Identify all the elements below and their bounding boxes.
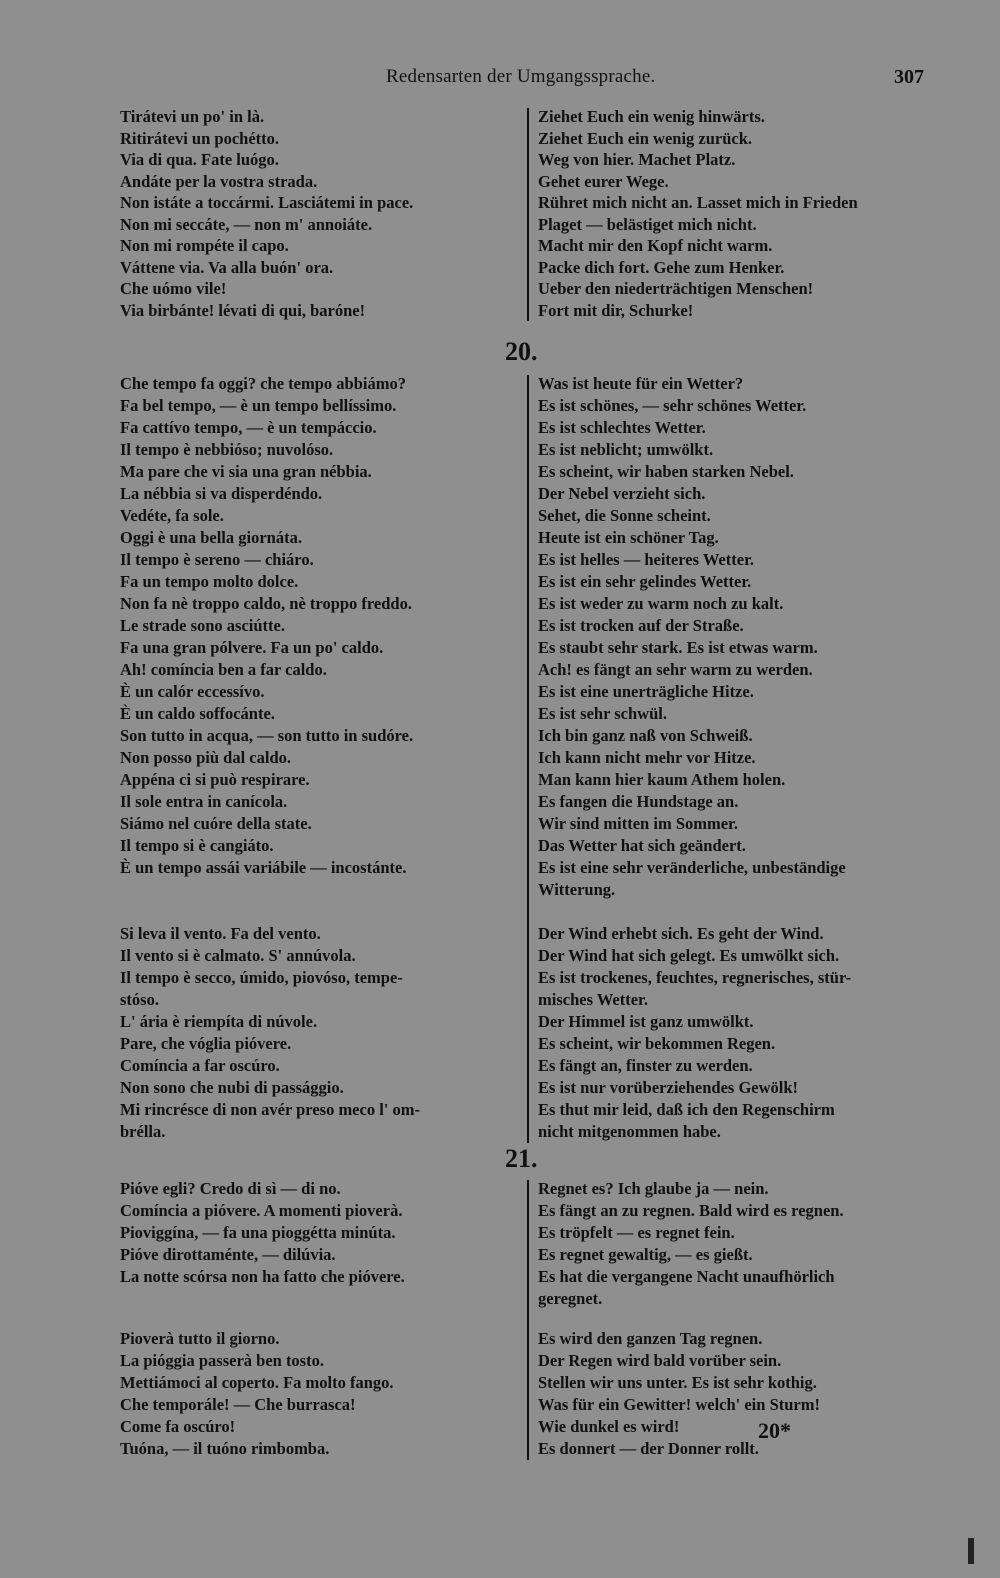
german-phrase: Der Wind erhebt sich. Es geht der Wind.: [538, 924, 824, 943]
italian-phrase: Non sono che nubi di passággio.: [120, 1078, 344, 1097]
german-phrase: Stellen wir uns unter. Es ist sehr kothig.: [538, 1373, 817, 1392]
italian-phrase: Si leva il vento. Fa del vento.: [120, 924, 321, 943]
italian-phrase: Fa un tempo molto dolce.: [120, 572, 299, 591]
german-phrase: Der Wind hat sich gelegt. Es umwölkt sich.: [538, 946, 840, 965]
italian-phrase: Fa bel tempo, — è un tempo bellíssimo.: [120, 396, 397, 415]
german-phrase: Es ist sehr schwül.: [538, 704, 667, 723]
italian-phrase: Non mi rompéte il capo.: [120, 236, 289, 255]
column-divider: [527, 1180, 529, 1460]
italian-phrase: Tirátevi un po' in là.: [120, 107, 265, 126]
italian-phrase: Che uómo vile!: [120, 279, 227, 298]
italian-phrase: Andáte per la vostra strada.: [120, 171, 318, 191]
german-phrase: Packe dich fort. Gehe zum Henker.: [538, 257, 785, 277]
italian-phrase: Fa cattívo tempo, — è un tempáccio.: [120, 418, 377, 437]
german-phrase: Das Wetter hat sich geändert.: [538, 836, 746, 855]
german-phrase: geregnet.: [538, 1289, 603, 1308]
italian-phrase: La notte scórsa non ha fatto che pióvere.: [120, 1267, 405, 1286]
german-phrase: Es hat die vergangene Nacht unaufhörlich: [538, 1267, 835, 1286]
german-phrase: Es ist trockenes, feuchtes, regnerisches, stür-: [538, 968, 852, 987]
italian-phrase: È un tempo assái variábile — incostánte.: [120, 858, 407, 877]
italian-phrase: Ah! comíncia ben a far caldo.: [120, 660, 327, 679]
italian-phrase: Il tempo è nebbióso; nuvolóso.: [120, 440, 334, 459]
german-phrase: Ziehet Euch ein wenig hinwärts.: [538, 107, 765, 126]
italian-phrase: L' ária è riempíta di núvole.: [120, 1012, 318, 1031]
running-header: Redensarten der Umgangssprache.: [386, 66, 656, 87]
german-phrase: Macht mir den Kopf nicht warm.: [538, 236, 773, 255]
section-number: 20.: [505, 337, 538, 366]
italian-phrase: Via di qua. Fate luógo.: [120, 150, 279, 169]
german-phrase: Es fängt an, finster zu werden.: [538, 1056, 753, 1075]
german-phrase: Es scheint, wir haben starken Nebel.: [538, 462, 794, 481]
german-phrase: Es regnet gewaltig, — es gießt.: [538, 1245, 753, 1264]
german-phrase: Plaget — belästiget mich nicht.: [538, 214, 757, 234]
section-number: 21.: [505, 1144, 538, 1173]
german-phrase: Der Nebel verzieht sich.: [538, 484, 706, 503]
german-phrase: Es wird den ganzen Tag regnen.: [538, 1329, 763, 1348]
german-phrase: Ich kann nicht mehr vor Hitze.: [538, 748, 756, 767]
italian-phrase: La nébbia si va disperdéndo.: [120, 484, 323, 503]
german-phrase: Man kann hier kaum Athem holen.: [538, 770, 786, 789]
italian-phrase: Pioviggína, — fa una pioggétta minúta.: [120, 1223, 396, 1242]
german-phrase: Ich bin ganz naß von Schweiß.: [538, 726, 753, 745]
german-phrase: Es ist eine unerträgliche Hitze.: [538, 682, 754, 701]
german-phrase: Fort mit dir, Schurke!: [538, 300, 694, 320]
italian-phrase: Tuóna, — il tuóno rimbomba.: [120, 1439, 330, 1458]
german-phrase: Es ist schönes, — sehr schönes Wetter.: [538, 396, 807, 415]
italian-phrase: Ritirátevi un pochétto.: [120, 128, 280, 148]
italian-phrase: Pióve dirottaménte, — dilúvia.: [120, 1245, 336, 1264]
german-phrase: Es ist weder zu warm noch zu kalt.: [538, 594, 784, 613]
german-phrase: Der Regen wird bald vorüber sein.: [538, 1351, 782, 1370]
german-phrase: nicht mitgenommen habe.: [538, 1122, 721, 1141]
italian-phrase: Fa una gran pólvere. Fa un po' caldo.: [120, 638, 384, 657]
german-phrase: Es ist trocken auf der Straße.: [538, 616, 744, 635]
italian-phrase: Non mi seccáte, — non m' annoiáte.: [120, 214, 373, 234]
italian-phrase: Pióve egli? Credo di sì — di no.: [120, 1179, 341, 1198]
german-phrase: Sehet, die Sonne scheint.: [538, 506, 711, 525]
italian-phrase: Che tempo fa oggi? che tempo abbiámo?: [120, 374, 406, 393]
italian-phrase: Non posso più dal caldo.: [120, 748, 292, 767]
italian-phrase: Le strade sono asciútte.: [120, 616, 285, 635]
german-phrase: Was für ein Gewitter! welch' ein Sturm!: [538, 1395, 820, 1414]
italian-phrase: Vedéte, fa sole.: [120, 506, 224, 525]
german-phrase: Was ist heute für ein Wetter?: [538, 374, 744, 393]
italian-phrase: stóso.: [120, 990, 159, 1009]
italian-phrase: Siámo nel cuóre della state.: [120, 814, 312, 833]
scan-artifact: [968, 1538, 974, 1564]
german-phrase: Es ist helles — heiteres Wetter.: [538, 550, 754, 569]
italian-phrase: Il tempo è secco, úmido, piovóso, tempe-: [120, 968, 403, 987]
german-phrase: Weg von hier. Machet Platz.: [538, 150, 736, 169]
column-divider: [527, 375, 529, 1143]
italian-phrase: Il vento si è calmato. S' annúvola.: [120, 946, 356, 965]
italian-phrase: Comíncia a far oscúro.: [120, 1056, 280, 1075]
italian-phrase: brélla.: [120, 1122, 166, 1141]
german-phrase: Es ist ein sehr gelindes Wetter.: [538, 572, 752, 591]
italian-phrase: È un calór eccessívo.: [120, 682, 265, 701]
italian-phrase: Váttene via. Va alla buón' ora.: [120, 257, 334, 277]
german-phrase: Wir sind mitten im Sommer.: [538, 814, 738, 833]
german-phrase: Der Himmel ist ganz umwölkt.: [538, 1012, 754, 1031]
german-phrase: Es staubt sehr stark. Es ist etwas warm.: [538, 638, 818, 657]
german-phrase: Wie dunkel es wird!: [538, 1417, 680, 1436]
german-phrase: Es ist schlechtes Wetter.: [538, 418, 706, 437]
german-phrase: Es ist nur vorüberziehendes Gewölk!: [538, 1078, 799, 1097]
italian-phrase: Il sole entra in canícola.: [120, 792, 288, 811]
german-phrase: Es fangen die Hundstage an.: [538, 792, 739, 811]
german-phrase: Es thut mir leid, daß ich den Regenschirm: [538, 1100, 835, 1119]
italian-phrase: Come fa oscúro!: [120, 1417, 236, 1436]
italian-phrase: Non fa nè troppo caldo, nè troppo freddo.: [120, 594, 412, 613]
german-phrase: Es ist neblicht; umwölkt.: [538, 440, 714, 459]
german-phrase: Gehet eurer Wege.: [538, 171, 669, 191]
german-phrase: Heute ist ein schöner Tag.: [538, 528, 719, 547]
italian-phrase: È un caldo soffocánte.: [120, 704, 275, 723]
german-phrase: Regnet es? Ich glaube ja — nein.: [538, 1179, 769, 1198]
german-phrase: misches Wetter.: [538, 990, 648, 1009]
italian-phrase: Pare, che vóglia pióvere.: [120, 1034, 292, 1053]
italian-phrase: La pióggia passerà ben tosto.: [120, 1351, 324, 1370]
italian-phrase: Via birbánte! lévati di qui, baróne!: [120, 300, 366, 320]
italian-phrase: Mettiámoci al coperto. Fa molto fango.: [120, 1373, 394, 1392]
italian-phrase: Oggi è una bella giornáta.: [120, 528, 302, 547]
italian-phrase: Non istáte a toccármi. Lasciátemi in pace.: [120, 193, 414, 212]
italian-phrase: Il tempo è sereno — chiáro.: [120, 550, 314, 569]
italian-phrase: Comíncia a pióvere. A momenti pioverà.: [120, 1201, 403, 1220]
german-phrase: Rühret mich nicht an. Lasset mich in Frieden: [538, 193, 858, 212]
german-phrase: Es tröpfelt — es regnet fein.: [538, 1223, 735, 1242]
italian-phrase: Mi rincrésce di non avér preso meco l' om-: [120, 1100, 420, 1119]
italian-phrase: Pioverà tutto il giorno.: [120, 1329, 280, 1348]
german-phrase: Es scheint, wir bekommen Regen.: [538, 1034, 776, 1053]
italian-phrase: Ma pare che vi sia una gran nébbia.: [120, 462, 372, 481]
german-phrase: Es donnert — der Donner rollt.: [538, 1439, 759, 1458]
german-phrase: Witterung.: [538, 880, 616, 899]
german-phrase: Ueber den niederträchtigen Menschen!: [538, 279, 814, 298]
german-phrase: Ziehet Euch ein wenig zurück.: [538, 128, 753, 148]
italian-phrase: Son tutto in acqua, — son tutto in sudóre.: [120, 726, 414, 745]
german-phrase: Ach! es fängt an sehr warm zu werden.: [538, 660, 813, 679]
german-phrase: Es fängt an zu regnen. Bald wird es regnen.: [538, 1201, 844, 1220]
signature-mark: 20*: [758, 1418, 791, 1443]
italian-phrase: Il tempo si è cangiáto.: [120, 836, 274, 855]
italian-phrase: Che temporále! — Che burrasca!: [120, 1395, 356, 1414]
column-divider: [527, 108, 529, 321]
german-phrase: Es ist eine sehr veränderliche, unbeständige: [538, 858, 846, 877]
italian-phrase: Appéna ci si può respirare.: [120, 770, 310, 789]
page-number: 307: [894, 66, 924, 88]
